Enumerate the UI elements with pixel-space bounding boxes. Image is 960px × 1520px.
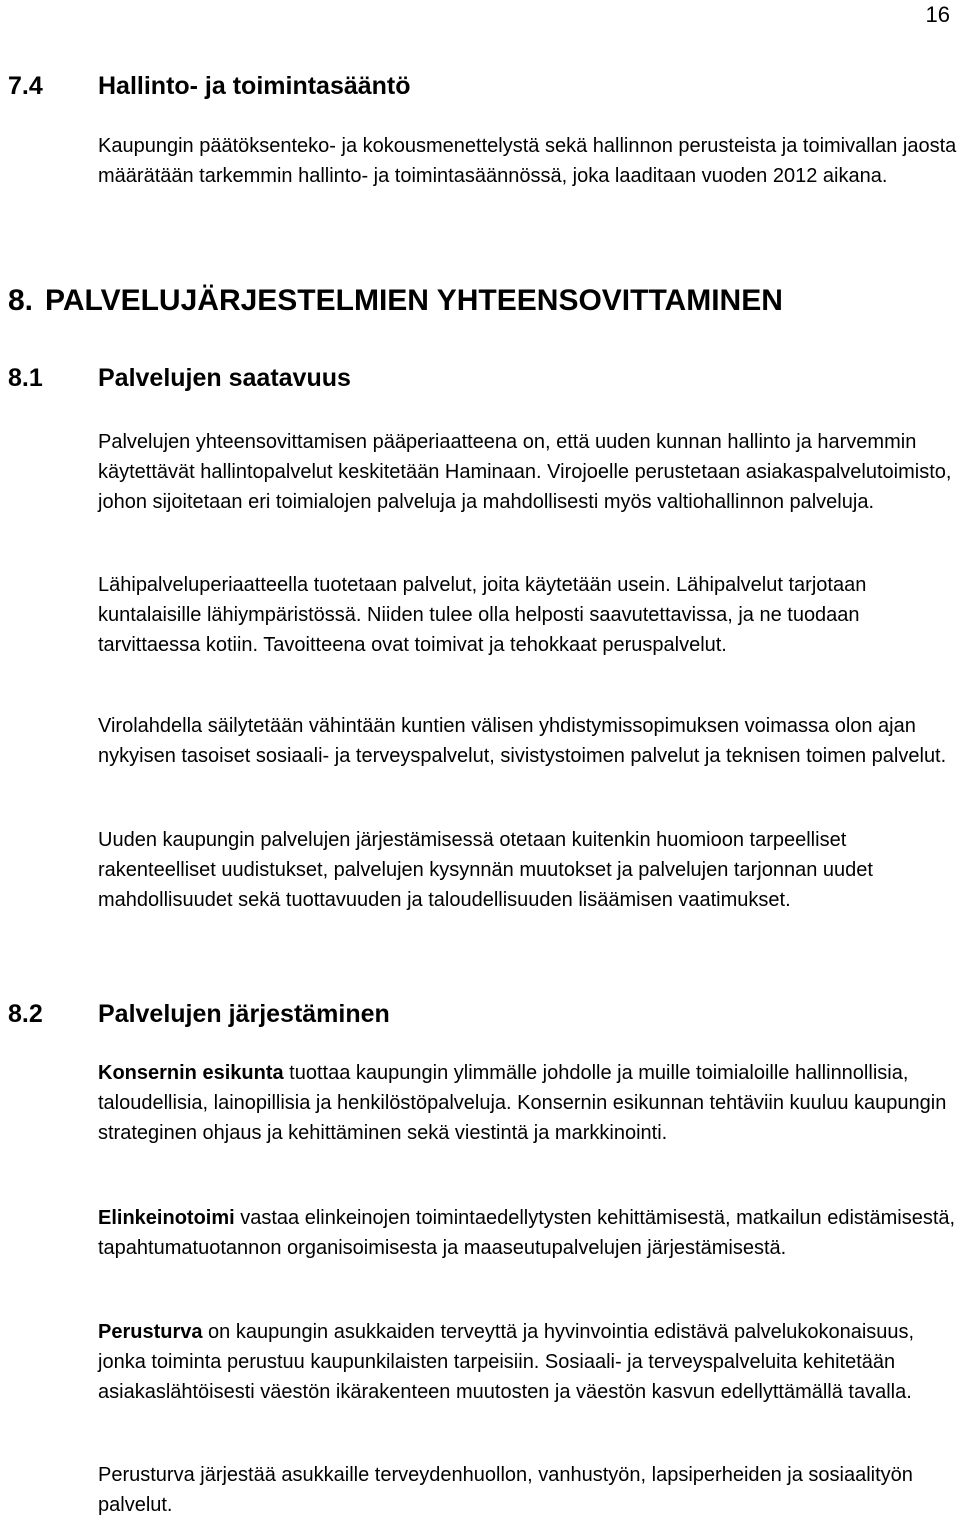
paragraph-perusturva	[98, 1317, 958, 1407]
paragraph: Kaupungin päätöksenteko- ja kokousmenettelystä sekä hallinnon perusteista ja toimivallan jaosta määrätään tarkemmin hallinto- ja toimintasäännössä, joka laaditaan vuoden 2012 aikana.	[98, 135, 957, 187]
paragraph-text: vastaa elinkeinojen toimintaedellytysten kehittämisestä, matkailun edistämisestä, tapahtumatuotannon organisoimisesta ja maaseutupalvelujen järjestämisestä.	[98, 1207, 956, 1259]
paragraph: Virolahdella säilytetään vähintään kuntien välisen yhdistymissopimuksen voimassa olon ajan nykyisen tasoiset sosiaali- ja terveyspalvelut, sivistystoimen palvelut ja teknisen toimen palvelut.	[98, 715, 947, 767]
paragraph-text: tuottaa kaupungin ylimmälle johdolle ja muille toimialoille hallinnollisia, taloudellisia, lainopillisia ja henkilöstöpalveluja. Konsernin esikunnan tehtäviin kuuluu kaupungin strateginen ohjaus ja kehittäminen sekä viestintä ja markkinointi.	[98, 1062, 947, 1144]
paragraph: Lähipalveluperiaatteella tuotetaan palvelut, joita käytetään usein. Lähipalvelut tarjotaan kuntalaisille lähiympäristössä. Niiden tulee olla helposti saavutettavissa, ja ne tuodaan tarvittaessa kotiin. Tavoitteena ovat toimivat ja tehokkaat peruspalvelut.	[98, 574, 867, 656]
section-title: Hallinto- ja toimintasääntö	[98, 72, 411, 100]
section-heading-7-4	[8, 71, 411, 101]
term: Konsernin esikunta	[98, 1062, 284, 1084]
paragraph-text: Perusturva järjestää asukkaille terveydenhuollon, vanhustyön, lapsiperheiden ja sosiaalityön palvelut.	[98, 1464, 913, 1516]
term: Elinkeinotoimi	[98, 1207, 235, 1229]
section-number: 8.2	[8, 1000, 43, 1028]
section-number: 8.	[8, 284, 34, 317]
page-number: 16	[925, 2, 950, 27]
section-heading-8-1	[8, 363, 351, 393]
section-heading-8	[8, 286, 783, 316]
paragraph-text: on kaupungin asukkaiden terveyttä ja hyvinvointia edistävä palvelukokonaisuus, jonka toiminta perustuu kaupunkilaisten tarpeisiin. Sosiaali- ja terveyspalveluita kehitetään asiakaslähtöisesti väestön ikärakenteen muutosten ja väestön kasvun edellyttämällä tavalla.	[98, 1321, 915, 1403]
section-title: PALVELUJÄRJESTELMIEN YHTEENSOVITTAMINEN	[45, 284, 783, 317]
paragraph	[98, 1460, 958, 1520]
section-number: 7.4	[8, 72, 43, 100]
section-title: Palvelujen järjestäminen	[98, 1000, 390, 1028]
paragraph: Palvelujen yhteensovittamisen pääperiaatteena on, että uuden kunnan hallinto ja harvemmin käytettävät hallintopalvelut keskitetään Haminaan. Virojoelle perustetaan asiakaspalvelutoimisto, johon sijoitetaan eri toimialojen palveluja ja mahdollisesti myös valtiohallinnon palveluja.	[98, 431, 952, 513]
paragraph-konsernin-esikunta	[98, 1058, 958, 1148]
paragraph: Uuden kaupungin palvelujen järjestämisessä otetaan kuitenkin huomioon tarpeelliset rakenteelliset uudistukset, palvelujen kysynnän muutokset ja palvelujen tarjonnan uudet mahdollisuudet sekä tuottavuuden ja taloudellisuuden lisäämisen vaatimukset.	[98, 829, 873, 911]
section-title: Palvelujen saatavuus	[98, 364, 351, 392]
term: Perusturva	[98, 1321, 203, 1343]
section-heading-8-2	[8, 999, 390, 1029]
paragraph-elinkeinotoimi	[98, 1203, 958, 1263]
section-number: 8.1	[8, 364, 43, 392]
